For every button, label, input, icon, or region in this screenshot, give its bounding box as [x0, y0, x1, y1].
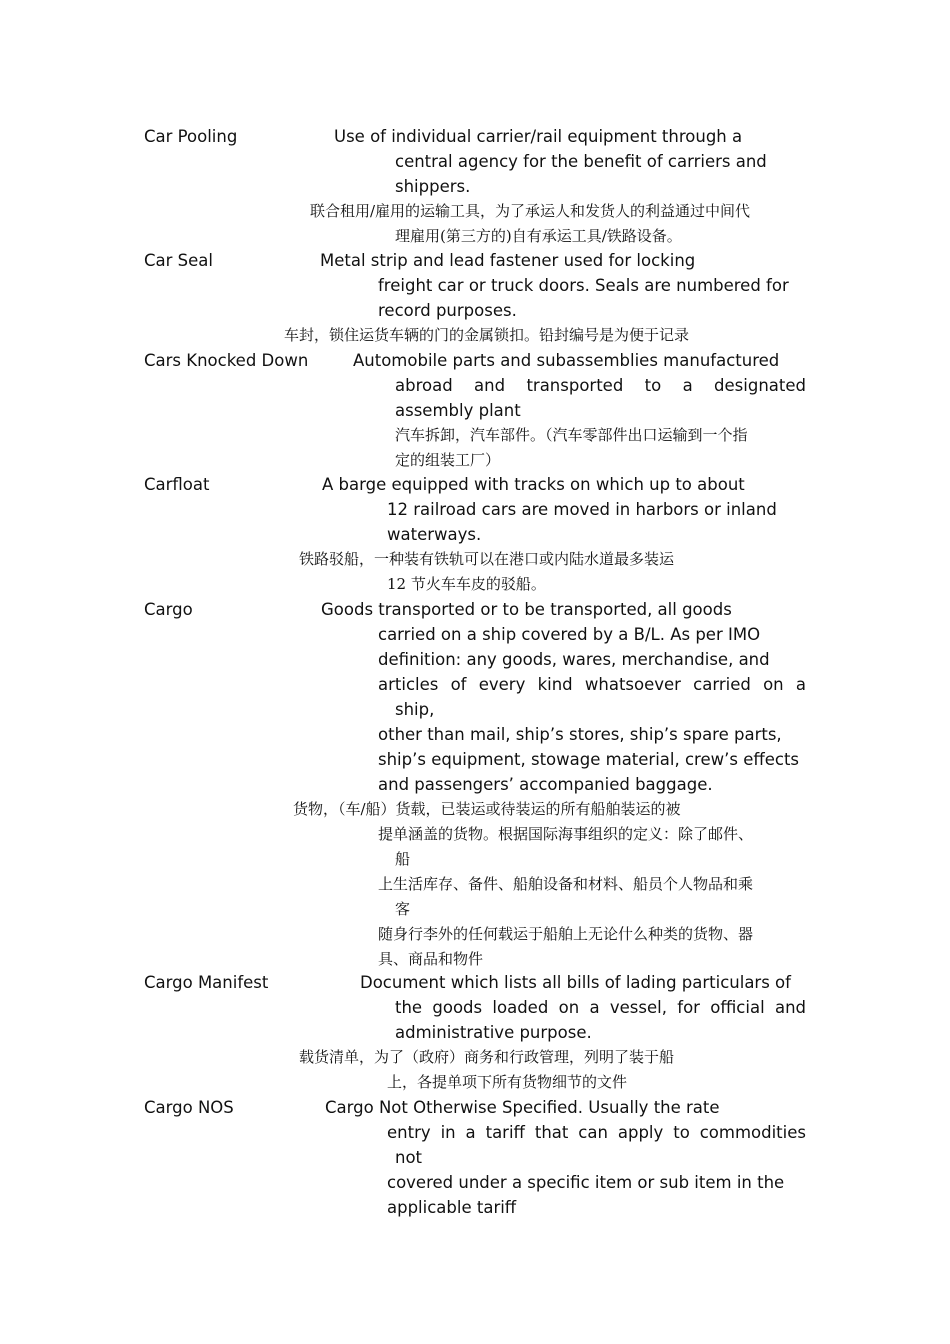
- translation-line: 载货清单，为了（政府）商务和行政管理，列明了装于船: [299, 1048, 675, 1066]
- translation-line: 货物，（车/船）货载，已装运或待装运的所有船舶装运的被: [293, 800, 681, 818]
- translation-line: 车封，锁住运货车辆的门的金属锁扣。铅封编号是为便于记录: [284, 326, 690, 344]
- translation-line: 定的组装工厂）: [395, 451, 501, 469]
- term-car-seal: Car Seal: [144, 251, 213, 270]
- definition-line: Use of individual carrier/rail equipment through a: [334, 127, 743, 146]
- definition-line: 12 railroad cars are moved in harbors or inland: [387, 500, 777, 519]
- translation-line: 提单涵盖的货物。根据国际海事组织的定义：除了邮件、: [378, 825, 754, 843]
- translation-line: 船: [395, 850, 411, 868]
- definition-line: the goods loaded on a vessel, for official and: [395, 998, 806, 1017]
- translation-line: 上生活库存、备件、船舶设备和材料、船员个人物品和乘: [378, 875, 754, 893]
- definition-line: record purposes.: [378, 301, 517, 320]
- translation-line: 上，各提单项下所有货物细节的文件: [387, 1073, 628, 1091]
- definition-line: Goods transported or to be transported, all goods: [321, 600, 732, 619]
- term-car-pooling: Car Pooling: [144, 127, 238, 146]
- definition-line: applicable tariff: [387, 1198, 517, 1217]
- definition-line: other than mail, ship’s stores, ship’s spare parts,: [378, 725, 782, 744]
- definition-line: abroad and transported to a designated: [395, 376, 806, 395]
- definition-line: articles of every kind whatsoever carried on a: [378, 675, 806, 694]
- definition-line: waterways.: [387, 525, 482, 544]
- definition-line: carried on a ship covered by a B/L. As per IMO: [378, 625, 761, 644]
- definition-line: Metal strip and lead fastener used for locking: [320, 251, 696, 270]
- translation-line: 具、商品和物件: [378, 950, 484, 968]
- translation-line: 铁路驳船，一种装有铁轨可以在港口或内陆水道最多装运: [299, 550, 675, 568]
- definition-line: Automobile parts and subassemblies manufactured: [353, 351, 780, 370]
- definition-line: ship’s equipment, stowage material, crew’s effects: [378, 750, 800, 769]
- definition-line: central agency for the benefit of carriers and: [395, 152, 767, 171]
- definition-line: shippers.: [395, 177, 471, 196]
- term-cargo-nos: Cargo NOS: [144, 1098, 234, 1117]
- translation-line: 随身行李外的任何载运于船舶上无论什么种类的货物、器: [378, 925, 754, 943]
- definition-line: ship,: [395, 700, 435, 719]
- translation-line: 客: [395, 900, 411, 918]
- term-cargo: Cargo: [144, 600, 193, 619]
- definition-line: assembly plant: [395, 401, 521, 420]
- term-cargo-manifest: Cargo Manifest: [144, 973, 269, 992]
- definition-line: administrative purpose.: [395, 1023, 592, 1042]
- definition-line: Document which lists all bills of lading particulars of: [360, 973, 791, 992]
- definition-line: freight car or truck doors. Seals are numbered for: [378, 276, 789, 295]
- definition-line: covered under a specific item or sub item in the: [387, 1173, 785, 1192]
- translation-line: 12 节火车车皮的驳船。: [387, 575, 546, 593]
- term-cars-knocked-down: Cars Knocked Down: [144, 351, 309, 370]
- definition-line: not: [395, 1148, 423, 1167]
- definition-line: entry in a tariff that can apply to commodities: [387, 1123, 806, 1142]
- definition-line: definition: any goods, wares, merchandise, and: [378, 650, 770, 669]
- definition-line: and passengers’ accompanied baggage.: [378, 775, 713, 794]
- definition-line: Cargo Not Otherwise Specified. Usually the rate: [325, 1098, 720, 1117]
- term-carfloat: Carfloat: [144, 475, 210, 494]
- definition-line: A barge equipped with tracks on which up to about: [322, 475, 745, 494]
- translation-line: 汽车拆卸，汽车部件。（汽车零部件出口运输到一个指: [395, 426, 748, 444]
- translation-line: 理雇用(第三方的)自有承运工具/铁路设备。: [395, 227, 682, 245]
- translation-line: 联合租用/雇用的运输工具，为了承运人和发货人的利益通过中间代: [310, 202, 751, 220]
